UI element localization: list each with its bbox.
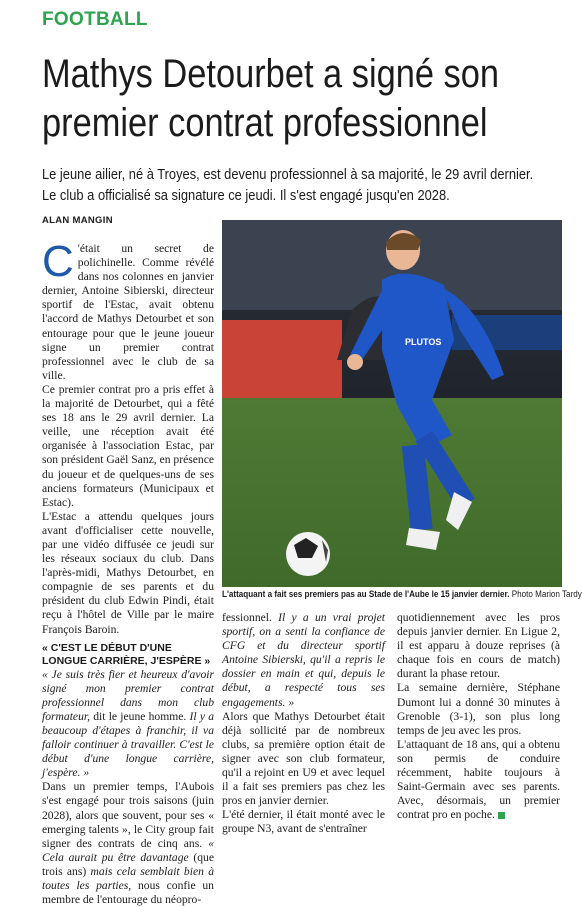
paragraph: Alors que Mathys Detourbet était déjà sollicité par de nombreux clubs, sa première option était de signer avec son club formateur, qu'il a rejoint en U9 et avec lequel il a fait ses premiers pas chez les pros en janvier dernier. (222, 709, 385, 808)
caption-text: L'attaquant a fait ses premiers pas au Stade de l'Aube le 15 janvier dernier. (222, 589, 510, 599)
section-rubric: FOOTBALL (42, 9, 148, 30)
jersey-sponsor: PLUTOS (405, 337, 442, 347)
article-column-1 (42, 237, 214, 907)
byline: ALAN MANGIN (42, 215, 113, 226)
photo-caption (222, 589, 582, 600)
article-column-2 (222, 611, 385, 837)
paragraph: Ce premier contrat pro a pris effet à la majorité de Detourbet, qui a fêté ses 18 ans le 29 avril dernier. La veille, une réception avait été organisée à l'association Estac, par son président Gaël Sanz, en présence du joueur et de quelques-uns de ses anciens formateurs (Municipaux et Estac). (42, 382, 214, 509)
paragraph: L'attaquant de 18 ans, qui a obtenu son permis de conduire récemment, habite toujours à Saint-Germain avec ses parents. Avec, désormais, un premier contrat pro en poche. (397, 737, 560, 822)
photo-illustration (222, 220, 562, 587)
headline-line-1: Mathys Detourbet a signé son (42, 52, 500, 96)
paragraph: « Je suis très fier et heureux d'avoir signé mon premier contrat professionnel dans mon club formateur, dit le jeune homme. Il y a beaucoup d'étapes à franchir, il va falloir continuer à travailler. C'est le début d'une longue carrière, j'espère. » (42, 667, 214, 780)
headline-line-2: premier contrat professionnel (42, 101, 488, 145)
paragraph: C 'était un secret de polichinelle. Comme révélé dans nos colonnes en janvier dernier, Antoine Sibierski, directeur sportif de l'Estac, avait obtenu l'accord de Mathys Detourbet et son entourage pour que le jeune joueur signe un premier contrat professionnel avec le club de sa ville. (42, 237, 214, 382)
paragraph: Dans un premier temps, l'Aubois s'est engagé pour trois saisons (juin 2028), alors que souvent, pour ses « emerging talents », le City group fait signer des contrats de cinq ans. « Cela aurait pu être davantage (que trois ans) mais cela semblait bien à toutes les parties, nous confie un membre de l'entourage du néopro- (42, 780, 214, 907)
lead-line-1: Le jeune ailier, né à Troyes, est devenu professionnel à sa majorité, le 29 avril dernier. (42, 166, 534, 183)
end-square-icon (498, 812, 505, 819)
paragraph: quotidiennement avec les pros depuis janvier dernier. En Ligue 2, il est apparu à douze reprises (à chaque fois en cours de match) durant la phase retour. (397, 611, 560, 681)
paragraph: La semaine dernière, Stéphane Dumont lui a donné 30 minutes à Grenoble (3-1), son plus long temps de jeu avec les pros. (397, 681, 560, 737)
paragraph: L'Estac a attendu quelques jours avant d'officialiser cette nouvelle, par une vidéo diffusée ce jeudi sur les réseaux sociaux du club. Dans l'après-midi, Mathys Detourbet, en compagnie de ses parents et du président du club Edwin Pindi, était reçu à l'hôtel de Ville par le maire François Baroin. (42, 509, 214, 636)
subheading: « C'EST LE DÉBUT D'UNE LONGUE CARRIÈRE, J'ESPÈRE » (42, 641, 211, 667)
lead-paragraph (42, 165, 541, 206)
lead-line-2: Le club a officialisé sa signature ce jeudi. Il s'est engagé jusqu'en 2028. (42, 186, 450, 204)
article-column-3 (397, 611, 560, 822)
paragraph: fessionnel. Il y a un vrai projet sportif, on a senti la confiance de CFG et du directeur sportif Antoine Sibierski, qu'il a repris le dossier en main et qui, depuis le début, a respecté tous ses engagements. » (222, 611, 385, 709)
paragraph: L'été dernier, il était monté avec le groupe N3, avant de s'entraîner (222, 808, 385, 836)
photo-credit: Photo Marion Tardy (511, 589, 582, 599)
drop-cap: C (42, 237, 74, 286)
headline (42, 50, 500, 148)
article-photo (222, 220, 562, 587)
